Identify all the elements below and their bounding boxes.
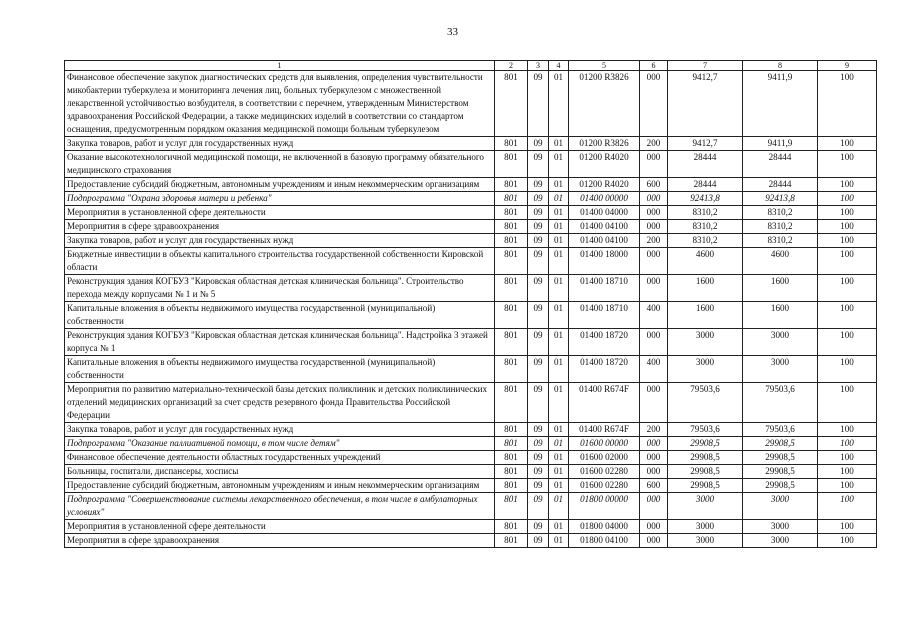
approved-amount-cell: 9412,7 bbox=[668, 137, 743, 151]
code-gr-cell: 801 bbox=[495, 451, 528, 465]
target-article-cell: 01400 18000 bbox=[569, 248, 640, 275]
table-row bbox=[65, 151, 877, 178]
section-cell: 09 bbox=[528, 302, 549, 329]
executed-amount-cell: 3000 bbox=[743, 493, 818, 520]
subsection-cell: 01 bbox=[549, 534, 569, 548]
executed-amount-cell: 28444 bbox=[743, 178, 818, 192]
expense-type-cell: 000 bbox=[640, 248, 668, 275]
code-gr-cell: 801 bbox=[495, 151, 528, 178]
code-gr-cell: 801 bbox=[495, 423, 528, 437]
expense-type-cell: 000 bbox=[640, 493, 668, 520]
target-article-cell: 01400 R674F bbox=[569, 423, 640, 437]
subsection-cell: 01 bbox=[549, 248, 569, 275]
section-cell: 09 bbox=[528, 275, 549, 302]
subsection-cell: 01 bbox=[549, 423, 569, 437]
percent-cell: 100 bbox=[818, 437, 877, 451]
percent-cell: 100 bbox=[818, 220, 877, 234]
approved-amount-cell: 29908,5 bbox=[668, 437, 743, 451]
subsection-cell: 01 bbox=[549, 178, 569, 192]
percent-cell: 100 bbox=[818, 479, 877, 493]
table-row bbox=[65, 423, 877, 437]
subsection-cell: 01 bbox=[549, 329, 569, 356]
subsection-cell: 01 bbox=[549, 479, 569, 493]
executed-amount-cell: 9411,9 bbox=[743, 137, 818, 151]
code-gr-cell: 801 bbox=[495, 137, 528, 151]
expense-type-cell: 000 bbox=[640, 329, 668, 356]
expense-type-cell: 400 bbox=[640, 302, 668, 329]
target-article-cell: 01400 18720 bbox=[569, 356, 640, 383]
header-cell: 1 bbox=[65, 61, 495, 71]
approved-amount-cell: 4600 bbox=[668, 248, 743, 275]
executed-amount-cell: 8310,2 bbox=[743, 220, 818, 234]
header-cell: 9 bbox=[818, 61, 877, 71]
executed-amount-cell: 28444 bbox=[743, 151, 818, 178]
item-name-cell: Мероприятия в сфере здравоохранения bbox=[65, 220, 495, 234]
table-row bbox=[65, 192, 877, 206]
executed-amount-cell: 9411,9 bbox=[743, 71, 818, 137]
executed-amount-cell: 29908,5 bbox=[743, 451, 818, 465]
section-cell: 09 bbox=[528, 479, 549, 493]
executed-amount-cell: 3000 bbox=[743, 356, 818, 383]
table-row bbox=[65, 534, 877, 548]
item-name-cell: Мероприятия по развитию материально-технической базы детских поликлиник и детских поликлинических отделений медицинских организаций за счет средств резервного фонда Правительства Российской Федерации bbox=[65, 383, 495, 423]
executed-amount-cell: 3000 bbox=[743, 329, 818, 356]
executed-amount-cell: 79503,6 bbox=[743, 383, 818, 423]
approved-amount-cell: 8310,2 bbox=[668, 220, 743, 234]
expense-type-cell: 000 bbox=[640, 192, 668, 206]
percent-cell: 100 bbox=[818, 302, 877, 329]
expense-type-cell: 000 bbox=[640, 275, 668, 302]
item-name-cell: Реконструкция здания КОГБУЗ "Кировская областная детская клиническая больница". Строительство перехода между корпусами № 1 и № 5 bbox=[65, 275, 495, 302]
subsection-cell: 01 bbox=[549, 151, 569, 178]
target-article-cell: 01200 R3826 bbox=[569, 71, 640, 137]
item-name-cell: Оказание высокотехнологичной медицинской помощи, не включенной в базовую программу обязательного медицинского страхования bbox=[65, 151, 495, 178]
target-article-cell: 01200 R4020 bbox=[569, 178, 640, 192]
table-row bbox=[65, 137, 877, 151]
code-gr-cell: 801 bbox=[495, 479, 528, 493]
code-gr-cell: 801 bbox=[495, 234, 528, 248]
executed-amount-cell: 1600 bbox=[743, 275, 818, 302]
subsection-cell: 01 bbox=[549, 451, 569, 465]
subsection-cell: 01 bbox=[549, 192, 569, 206]
table-row bbox=[65, 383, 877, 423]
section-cell: 09 bbox=[528, 234, 549, 248]
percent-cell: 100 bbox=[818, 151, 877, 178]
item-name-cell: Больницы, госпитали, диспансеры, хосписы bbox=[65, 465, 495, 479]
header-row bbox=[65, 61, 877, 71]
item-name-cell: Мероприятия в установленной сфере деятельности bbox=[65, 206, 495, 220]
approved-amount-cell: 28444 bbox=[668, 151, 743, 178]
page-number: 33 bbox=[447, 26, 458, 38]
table-row bbox=[65, 206, 877, 220]
item-name-cell: Реконструкция здания КОГБУЗ "Кировская областная детская клиническая больница". Надстройка 3 этажей корпуса № 1 bbox=[65, 329, 495, 356]
expense-type-cell: 000 bbox=[640, 220, 668, 234]
percent-cell: 100 bbox=[818, 493, 877, 520]
executed-amount-cell: 4600 bbox=[743, 248, 818, 275]
expense-type-cell: 000 bbox=[640, 534, 668, 548]
section-cell: 09 bbox=[528, 192, 549, 206]
item-name-cell: Финансовое обеспечение закупок диагностических средств для выявления, определения чувствительности микобактерии туберкулеза и мониторинга лечения лиц, больных туберкулезом с множественной лекарственной устойчивостью возбудителя, в соответствии с перечнем, утвержденным Министерством здравоохранения Российской Федерации, а также медицинских изделий в соответствии со стандартом оснащения, предусмотренным порядком оказания медицинской помощи больным туберкулезом bbox=[65, 71, 495, 137]
item-name-cell: Закупка товаров, работ и услуг для государственных нужд bbox=[65, 137, 495, 151]
percent-cell: 100 bbox=[818, 137, 877, 151]
subsection-cell: 01 bbox=[549, 465, 569, 479]
expense-type-cell: 000 bbox=[640, 206, 668, 220]
section-cell: 09 bbox=[528, 534, 549, 548]
executed-amount-cell: 29908,5 bbox=[743, 479, 818, 493]
percent-cell: 100 bbox=[818, 534, 877, 548]
percent-cell: 100 bbox=[818, 248, 877, 275]
approved-amount-cell: 3000 bbox=[668, 329, 743, 356]
approved-amount-cell: 8310,2 bbox=[668, 234, 743, 248]
executed-amount-cell: 29908,5 bbox=[743, 437, 818, 451]
code-gr-cell: 801 bbox=[495, 493, 528, 520]
approved-amount-cell: 3000 bbox=[668, 520, 743, 534]
code-gr-cell: 801 bbox=[495, 356, 528, 383]
expense-type-cell: 000 bbox=[640, 151, 668, 178]
target-article-cell: 01600 00000 bbox=[569, 437, 640, 451]
percent-cell: 100 bbox=[818, 423, 877, 437]
code-gr-cell: 801 bbox=[495, 275, 528, 302]
approved-amount-cell: 28444 bbox=[668, 178, 743, 192]
target-article-cell: 01400 04100 bbox=[569, 234, 640, 248]
table-row bbox=[65, 329, 877, 356]
subsection-cell: 01 bbox=[549, 302, 569, 329]
expense-type-cell: 000 bbox=[640, 465, 668, 479]
table-row bbox=[65, 465, 877, 479]
section-cell: 09 bbox=[528, 437, 549, 451]
section-cell: 09 bbox=[528, 451, 549, 465]
item-name-cell: Мероприятия в сфере здравоохранения bbox=[65, 534, 495, 548]
target-article-cell: 01400 R674F bbox=[569, 383, 640, 423]
item-name-cell: Закупка товаров, работ и услуг для государственных нужд bbox=[65, 234, 495, 248]
section-cell: 09 bbox=[528, 206, 549, 220]
target-article-cell: 01600 02000 bbox=[569, 451, 640, 465]
item-name-cell: Капитальные вложения в объекты недвижимого имущества государственной (муниципальной) собственности bbox=[65, 356, 495, 383]
item-name-cell: Подпрограмма "Совершенствование системы лекарственного обеспечения, в том числе в амбулаторных условиях" bbox=[65, 493, 495, 520]
code-gr-cell: 801 bbox=[495, 465, 528, 479]
section-cell: 09 bbox=[528, 383, 549, 423]
section-cell: 09 bbox=[528, 248, 549, 275]
table-row bbox=[65, 356, 877, 383]
header-cell: 8 bbox=[743, 61, 818, 71]
target-article-cell: 01400 04100 bbox=[569, 220, 640, 234]
subsection-cell: 01 bbox=[549, 356, 569, 383]
table-row bbox=[65, 302, 877, 329]
percent-cell: 100 bbox=[818, 465, 877, 479]
expense-type-cell: 200 bbox=[640, 423, 668, 437]
percent-cell: 100 bbox=[818, 178, 877, 192]
item-name-cell: Подпрограмма "Охрана здоровья матери и ребенка" bbox=[65, 192, 495, 206]
subsection-cell: 01 bbox=[549, 220, 569, 234]
subsection-cell: 01 bbox=[549, 493, 569, 520]
code-gr-cell: 801 bbox=[495, 248, 528, 275]
expense-type-cell: 000 bbox=[640, 451, 668, 465]
executed-amount-cell: 92413,8 bbox=[743, 192, 818, 206]
approved-amount-cell: 79503,6 bbox=[668, 383, 743, 423]
approved-amount-cell: 79503,6 bbox=[668, 423, 743, 437]
table-row bbox=[65, 451, 877, 465]
section-cell: 09 bbox=[528, 220, 549, 234]
budget-table bbox=[64, 60, 877, 548]
item-name-cell: Финансовое обеспечение деятельности областных государственных учреждений bbox=[65, 451, 495, 465]
percent-cell: 100 bbox=[818, 192, 877, 206]
approved-amount-cell: 92413,8 bbox=[668, 192, 743, 206]
item-name-cell: Мероприятия в установленной сфере деятельности bbox=[65, 520, 495, 534]
code-gr-cell: 801 bbox=[495, 520, 528, 534]
section-cell: 09 bbox=[528, 178, 549, 192]
section-cell: 09 bbox=[528, 465, 549, 479]
target-article-cell: 01600 02280 bbox=[569, 465, 640, 479]
table-row bbox=[65, 71, 877, 137]
executed-amount-cell: 3000 bbox=[743, 520, 818, 534]
header-cell: 2 bbox=[495, 61, 528, 71]
table-row bbox=[65, 437, 877, 451]
expense-type-cell: 200 bbox=[640, 137, 668, 151]
subsection-cell: 01 bbox=[549, 520, 569, 534]
target-article-cell: 01800 00000 bbox=[569, 493, 640, 520]
approved-amount-cell: 1600 bbox=[668, 302, 743, 329]
table-row bbox=[65, 248, 877, 275]
table-row bbox=[65, 234, 877, 248]
header-cell: 6 bbox=[640, 61, 668, 71]
executed-amount-cell: 8310,2 bbox=[743, 234, 818, 248]
percent-cell: 100 bbox=[818, 356, 877, 383]
expense-type-cell: 600 bbox=[640, 479, 668, 493]
percent-cell: 100 bbox=[818, 329, 877, 356]
code-gr-cell: 801 bbox=[495, 220, 528, 234]
percent-cell: 100 bbox=[818, 520, 877, 534]
approved-amount-cell: 29908,5 bbox=[668, 465, 743, 479]
target-article-cell: 01400 18720 bbox=[569, 329, 640, 356]
section-cell: 09 bbox=[528, 423, 549, 437]
section-cell: 09 bbox=[528, 356, 549, 383]
executed-amount-cell: 1600 bbox=[743, 302, 818, 329]
executed-amount-cell: 29908,5 bbox=[743, 465, 818, 479]
item-name-cell: Предоставление субсидий бюджетным, автономным учреждениям и иным некоммерческим организациям bbox=[65, 178, 495, 192]
section-cell: 09 bbox=[528, 151, 549, 178]
subsection-cell: 01 bbox=[549, 275, 569, 302]
item-name-cell: Капитальные вложения в объекты недвижимого имущества государственной (муниципальной) собственности bbox=[65, 302, 495, 329]
subsection-cell: 01 bbox=[549, 383, 569, 423]
percent-cell: 100 bbox=[818, 234, 877, 248]
approved-amount-cell: 29908,5 bbox=[668, 479, 743, 493]
table-row bbox=[65, 493, 877, 520]
header-cell: 7 bbox=[668, 61, 743, 71]
code-gr-cell: 801 bbox=[495, 178, 528, 192]
approved-amount-cell: 29908,5 bbox=[668, 451, 743, 465]
expense-type-cell: 200 bbox=[640, 234, 668, 248]
expense-type-cell: 400 bbox=[640, 356, 668, 383]
target-article-cell: 01400 00000 bbox=[569, 192, 640, 206]
approved-amount-cell: 3000 bbox=[668, 356, 743, 383]
target-article-cell: 01800 04000 bbox=[569, 520, 640, 534]
table-row bbox=[65, 178, 877, 192]
executed-amount-cell: 8310,2 bbox=[743, 206, 818, 220]
section-cell: 09 bbox=[528, 493, 549, 520]
code-gr-cell: 801 bbox=[495, 206, 528, 220]
section-cell: 09 bbox=[528, 329, 549, 356]
code-gr-cell: 801 bbox=[495, 192, 528, 206]
item-name-cell: Предоставление субсидий бюджетным, автономным учреждениям и иным некоммерческим организациям bbox=[65, 479, 495, 493]
section-cell: 09 bbox=[528, 137, 549, 151]
section-cell: 09 bbox=[528, 520, 549, 534]
subsection-cell: 01 bbox=[549, 137, 569, 151]
subsection-cell: 01 bbox=[549, 437, 569, 451]
expense-type-cell: 000 bbox=[640, 520, 668, 534]
approved-amount-cell: 1600 bbox=[668, 275, 743, 302]
item-name-cell: Подпрограмма "Оказание паллиативной помощи, в том числе детям" bbox=[65, 437, 495, 451]
item-name-cell: Закупка товаров, работ и услуг для государственных нужд bbox=[65, 423, 495, 437]
code-gr-cell: 801 bbox=[495, 383, 528, 423]
target-article-cell: 01800 04100 bbox=[569, 534, 640, 548]
target-article-cell: 01400 04000 bbox=[569, 206, 640, 220]
header-cell: 3 bbox=[528, 61, 549, 71]
percent-cell: 100 bbox=[818, 206, 877, 220]
subsection-cell: 01 bbox=[549, 71, 569, 137]
target-article-cell: 01200 R4020 bbox=[569, 151, 640, 178]
target-article-cell: 01600 02280 bbox=[569, 479, 640, 493]
header-cell: 5 bbox=[569, 61, 640, 71]
target-article-cell: 01400 18710 bbox=[569, 302, 640, 329]
subsection-cell: 01 bbox=[549, 234, 569, 248]
code-gr-cell: 801 bbox=[495, 71, 528, 137]
code-gr-cell: 801 bbox=[495, 437, 528, 451]
expense-type-cell: 000 bbox=[640, 71, 668, 137]
code-gr-cell: 801 bbox=[495, 329, 528, 356]
target-article-cell: 01200 R3826 bbox=[569, 137, 640, 151]
item-name-cell: Бюджетные инвестиции в объекты капитального строительства государственной собственности Кировской области bbox=[65, 248, 495, 275]
code-gr-cell: 801 bbox=[495, 534, 528, 548]
approved-amount-cell: 9412,7 bbox=[668, 71, 743, 137]
approved-amount-cell: 8310,2 bbox=[668, 206, 743, 220]
section-cell: 09 bbox=[528, 71, 549, 137]
expense-type-cell: 000 bbox=[640, 383, 668, 423]
expense-type-cell: 000 bbox=[640, 437, 668, 451]
table-row bbox=[65, 220, 877, 234]
subsection-cell: 01 bbox=[549, 206, 569, 220]
percent-cell: 100 bbox=[818, 275, 877, 302]
target-article-cell: 01400 18710 bbox=[569, 275, 640, 302]
approved-amount-cell: 3000 bbox=[668, 493, 743, 520]
executed-amount-cell: 79503,6 bbox=[743, 423, 818, 437]
approved-amount-cell: 3000 bbox=[668, 534, 743, 548]
percent-cell: 100 bbox=[818, 451, 877, 465]
executed-amount-cell: 3000 bbox=[743, 534, 818, 548]
percent-cell: 100 bbox=[818, 383, 877, 423]
table-row bbox=[65, 275, 877, 302]
expense-type-cell: 600 bbox=[640, 178, 668, 192]
percent-cell: 100 bbox=[818, 71, 877, 137]
code-gr-cell: 801 bbox=[495, 302, 528, 329]
table-body bbox=[65, 61, 877, 548]
table-row bbox=[65, 479, 877, 493]
table-row bbox=[65, 520, 877, 534]
header-cell: 4 bbox=[549, 61, 569, 71]
